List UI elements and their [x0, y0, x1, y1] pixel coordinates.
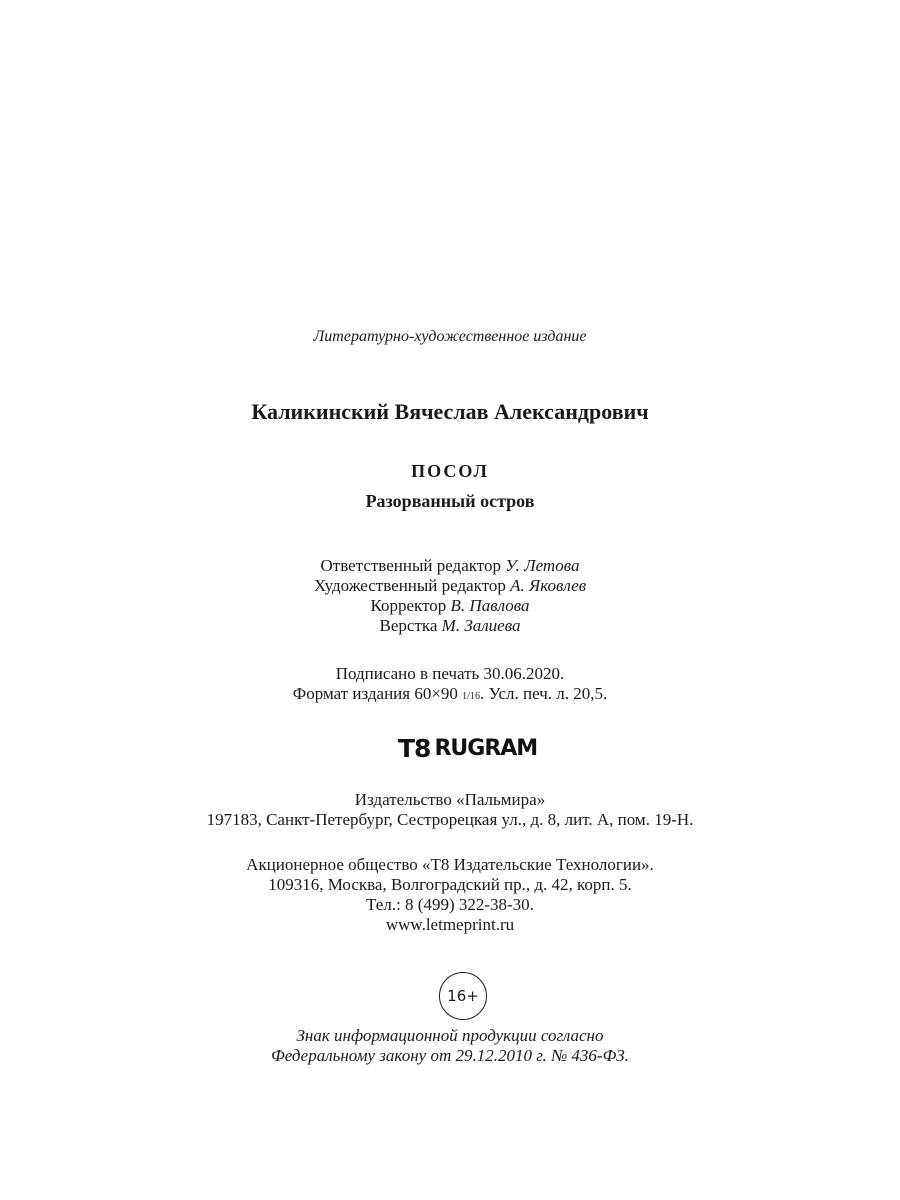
credit-role: Верстка — [379, 616, 438, 635]
credit-line — [0, 576, 900, 596]
format-prefix: Формат издания 60×90 — [292, 684, 458, 703]
logo-text: RUGRAM — [434, 735, 538, 761]
publisher-address: 197183, Санкт-Петербург, Сестрорецкая ул., д. 8, лит. А, пом. 19-Н. — [206, 810, 694, 829]
credit-role: Художественный редактор — [313, 576, 506, 595]
book-title: ПОСОЛ — [411, 461, 489, 481]
credit-line — [0, 616, 900, 636]
format-line — [0, 684, 900, 707]
credit-line — [0, 556, 900, 576]
signed-date: Подписано в печать 30.06.2020. — [335, 664, 565, 683]
printer-name: Акционерное общество «T8 Издательские Технологии». — [246, 855, 654, 874]
notice-line: Знак информационной продукции согласно — [296, 1026, 604, 1045]
author-name: Каликинский Вячеслав Александрович — [251, 399, 649, 424]
book-subtitle: Разорванный остров — [365, 491, 535, 511]
format-suffix: . Усл. печ. л. 20,5. — [479, 684, 608, 703]
credit-person: У. Летова — [505, 556, 580, 575]
credit-line — [0, 596, 900, 616]
notice-line: Федеральному закону от 29.12.2010 г. № 436-ФЗ. — [271, 1046, 629, 1065]
credit-person: М. Залиева — [441, 616, 521, 635]
logo-mark: T8 — [398, 733, 431, 763]
printer-website: www.letmeprint.ru — [385, 915, 515, 934]
credit-role: Корректор — [370, 596, 447, 615]
publisher-name: Издательство «Пальмира» — [354, 790, 546, 809]
t8-rugram-logo — [398, 731, 537, 765]
age-rating-badge: 16+ — [439, 972, 487, 1020]
format-fraction: 1/16 — [462, 691, 480, 702]
publisher-block — [0, 790, 900, 830]
printer-phone: Тел.: 8 (499) 322-38-30. — [366, 895, 534, 914]
printer-address: 109316, Москва, Волгоградский пр., д. 42, корп. 5. — [268, 875, 632, 894]
printer-block — [0, 855, 900, 935]
credit-role: Ответственный редактор — [320, 556, 501, 575]
legal-notice — [0, 1026, 900, 1066]
print-info — [0, 664, 900, 707]
credit-person: А. Яковлев — [510, 576, 587, 595]
genre-label: Литературно-художественное издание — [313, 328, 587, 345]
credits-block — [0, 556, 900, 636]
credit-person: В. Павлова — [450, 596, 530, 615]
